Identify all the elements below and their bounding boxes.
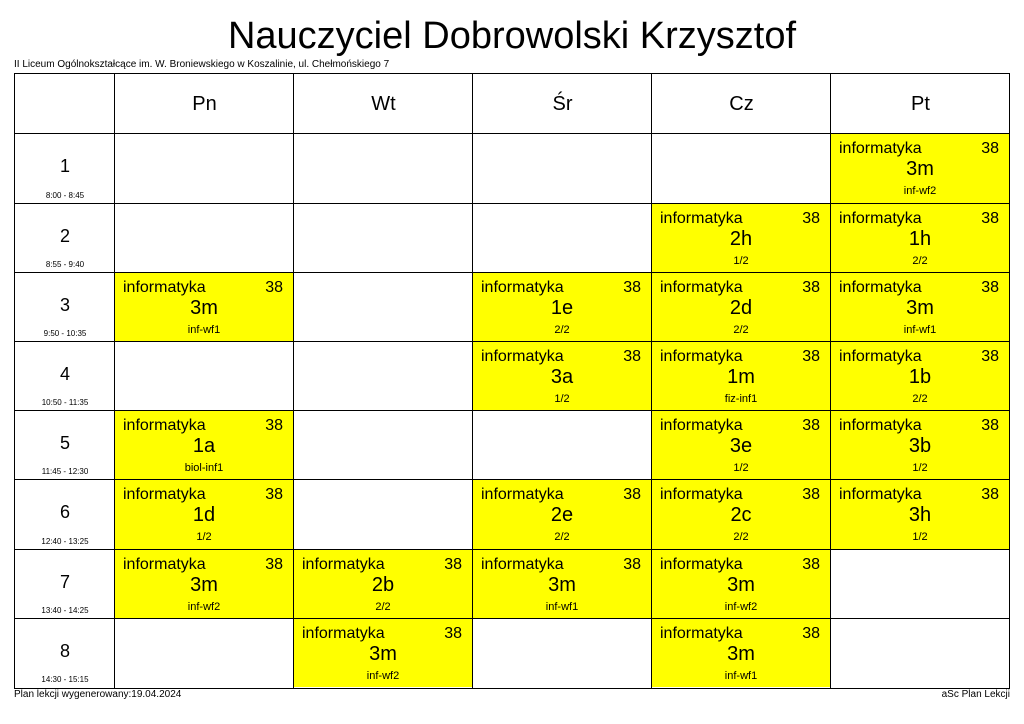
lesson-group: inf-wf1 — [545, 601, 579, 613]
lesson-room: 38 — [981, 210, 999, 227]
lesson-room: 38 — [981, 348, 999, 365]
lesson-class: 3m — [727, 643, 755, 665]
period-number: 2 — [59, 226, 70, 246]
lesson-class: 1d — [192, 504, 216, 526]
lesson-room: 38 — [802, 486, 820, 503]
period-time: 12:40 - 13:25 — [41, 537, 89, 546]
lesson-room: 38 — [802, 279, 820, 296]
lesson-subject: informatyka — [660, 556, 743, 573]
lesson-class: 1h — [908, 228, 932, 250]
lesson-group: 1/2 — [554, 393, 570, 405]
lesson-class: 1b — [908, 366, 932, 388]
lesson-subject: informatyka — [481, 486, 564, 503]
period-time: 14:30 - 15:15 — [41, 675, 89, 684]
period-label — [15, 619, 115, 688]
day-header: Pn — [192, 92, 217, 115]
lesson-group: 1/2 — [733, 255, 749, 267]
lesson-class: 3a — [550, 366, 574, 388]
lesson-subject: informatyka — [839, 140, 922, 157]
lesson-card[interactable] — [652, 480, 830, 549]
lesson-class: 3m — [906, 297, 934, 319]
lesson-subject: informatyka — [839, 210, 922, 227]
lesson-card[interactable] — [652, 411, 830, 479]
lesson-group: inf-wf2 — [903, 185, 937, 197]
lesson-class: 3b — [908, 435, 932, 457]
period-label — [15, 134, 115, 204]
grid-row-divider — [15, 618, 1009, 619]
lesson-subject: informatyka — [123, 417, 206, 434]
lesson-group: inf-wf2 — [724, 601, 758, 613]
lesson-class: 2e — [550, 504, 574, 526]
lesson-group: 2/2 — [375, 601, 391, 613]
lesson-subject: informatyka — [302, 625, 385, 642]
lesson-card[interactable] — [294, 619, 472, 687]
lesson-card[interactable] — [652, 273, 830, 341]
lesson-subject: informatyka — [660, 417, 743, 434]
lesson-room: 38 — [444, 556, 462, 573]
lesson-group: fiz-inf1 — [724, 393, 758, 405]
lesson-room: 38 — [265, 279, 283, 296]
lesson-group: 1/2 — [733, 462, 749, 474]
period-time: 11:45 - 12:30 — [41, 467, 89, 476]
lesson-group: inf-wf1 — [187, 324, 221, 336]
lesson-card[interactable] — [652, 204, 830, 272]
lesson-group: 2/2 — [554, 531, 570, 543]
lesson-card[interactable] — [831, 134, 1009, 203]
lesson-card[interactable] — [831, 411, 1009, 479]
lesson-group: inf-wf2 — [187, 601, 221, 613]
lesson-card[interactable] — [115, 273, 293, 341]
lesson-class: 1e — [550, 297, 574, 319]
lesson-room: 38 — [802, 210, 820, 227]
lesson-group: inf-wf1 — [903, 324, 937, 336]
lesson-group: inf-wf1 — [724, 670, 758, 682]
generated-date: Plan lekcji wygenerowany:19.04.2024 — [14, 689, 182, 700]
period-number: 4 — [59, 364, 70, 384]
period-number: 1 — [59, 156, 70, 176]
period-label — [15, 273, 115, 342]
lesson-subject: informatyka — [839, 279, 922, 296]
lesson-group: 2/2 — [912, 255, 928, 267]
day-header: Pt — [911, 92, 930, 115]
lesson-class: 3m — [727, 574, 755, 596]
day-header: Wt — [371, 92, 396, 115]
lesson-subject: informatyka — [481, 279, 564, 296]
lesson-room: 38 — [802, 417, 820, 434]
page-title: Nauczyciel Dobrowolski Krzysztof — [227, 15, 797, 57]
day-header: Śr — [552, 92, 573, 115]
lesson-subject: informatyka — [123, 486, 206, 503]
lesson-room: 38 — [623, 556, 641, 573]
lesson-room: 38 — [623, 486, 641, 503]
lesson-class: 1a — [192, 435, 216, 457]
lesson-card[interactable] — [831, 204, 1009, 272]
lesson-group: 1/2 — [196, 531, 212, 543]
lesson-class: 1m — [727, 366, 755, 388]
period-time: 13:40 - 14:25 — [41, 606, 89, 615]
lesson-class: 2c — [730, 504, 752, 526]
lesson-subject: informatyka — [660, 210, 743, 227]
period-label — [15, 342, 115, 411]
period-number: 8 — [59, 641, 70, 661]
lesson-group: 2/2 — [554, 324, 570, 336]
lesson-class: 3h — [908, 504, 932, 526]
lesson-card[interactable] — [473, 342, 651, 410]
lesson-subject: informatyka — [660, 486, 743, 503]
lesson-group: 2/2 — [733, 531, 749, 543]
lesson-subject: informatyka — [839, 348, 922, 365]
lesson-card[interactable] — [831, 342, 1009, 410]
lesson-room: 38 — [802, 625, 820, 642]
lesson-card[interactable] — [294, 550, 472, 618]
lesson-subject: informatyka — [839, 417, 922, 434]
lesson-subject: informatyka — [481, 348, 564, 365]
lesson-card[interactable] — [115, 550, 293, 618]
lesson-class: 3m — [190, 574, 218, 596]
lesson-card[interactable] — [831, 273, 1009, 341]
timetable-grid — [14, 73, 1010, 689]
lesson-room: 38 — [981, 417, 999, 434]
lesson-card[interactable] — [473, 550, 651, 618]
lesson-subject: informatyka — [481, 556, 564, 573]
lesson-subject: informatyka — [660, 279, 743, 296]
lesson-subject: informatyka — [660, 348, 743, 365]
period-time: 9:50 - 10:35 — [43, 329, 87, 338]
lesson-room: 38 — [265, 556, 283, 573]
lesson-card[interactable] — [115, 411, 293, 479]
lesson-class: 3m — [190, 297, 218, 319]
lesson-subject: informatyka — [660, 625, 743, 642]
lesson-card[interactable] — [652, 619, 830, 687]
lesson-room: 38 — [802, 348, 820, 365]
lesson-room: 38 — [802, 556, 820, 573]
lesson-subject: informatyka — [123, 556, 206, 573]
period-label — [15, 480, 115, 550]
lesson-group: 2/2 — [733, 324, 749, 336]
lesson-room: 38 — [623, 279, 641, 296]
lesson-class: 3m — [548, 574, 576, 596]
period-number: 3 — [59, 295, 70, 315]
lesson-subject: informatyka — [302, 556, 385, 573]
lesson-card[interactable] — [652, 550, 830, 618]
lesson-group: 1/2 — [912, 531, 928, 543]
period-time: 10:50 - 11:35 — [41, 398, 89, 407]
period-label — [15, 204, 115, 273]
lesson-room: 38 — [623, 348, 641, 365]
day-header: Cz — [729, 92, 754, 115]
lesson-class: 3e — [729, 435, 753, 457]
school-name: II Liceum Ogólnokształcące im. W. Broniewskiego w Koszalinie, ul. Chełmońskiego 7 — [14, 59, 390, 70]
period-time: 8:00 - 8:45 — [45, 191, 85, 200]
software-credit: aSc Plan Lekcji — [941, 689, 1010, 700]
lesson-group: inf-wf2 — [366, 670, 400, 682]
lesson-card[interactable] — [473, 273, 651, 341]
lesson-room: 38 — [265, 417, 283, 434]
lesson-room: 38 — [981, 140, 999, 157]
lesson-group: biol-inf1 — [184, 462, 224, 474]
lesson-card[interactable] — [831, 480, 1009, 549]
period-number: 7 — [59, 572, 70, 592]
lesson-group: 2/2 — [912, 393, 928, 405]
lesson-subject: informatyka — [839, 486, 922, 503]
lesson-room: 38 — [981, 279, 999, 296]
lesson-card[interactable] — [652, 342, 830, 410]
lesson-group: 1/2 — [912, 462, 928, 474]
lesson-class: 2h — [729, 228, 753, 250]
period-number: 6 — [59, 502, 70, 522]
lesson-class: 3m — [906, 158, 934, 180]
lesson-subject: informatyka — [123, 279, 206, 296]
lesson-card[interactable] — [473, 480, 651, 549]
period-time: 8:55 - 9:40 — [45, 260, 85, 269]
period-number: 5 — [59, 433, 70, 453]
lesson-class: 2d — [729, 297, 753, 319]
lesson-class: 2b — [371, 574, 395, 596]
lesson-room: 38 — [265, 486, 283, 503]
lesson-room: 38 — [444, 625, 462, 642]
period-label — [15, 411, 115, 480]
lesson-card[interactable] — [115, 480, 293, 549]
lesson-class: 3m — [369, 643, 397, 665]
period-label — [15, 550, 115, 619]
lesson-room: 38 — [981, 486, 999, 503]
